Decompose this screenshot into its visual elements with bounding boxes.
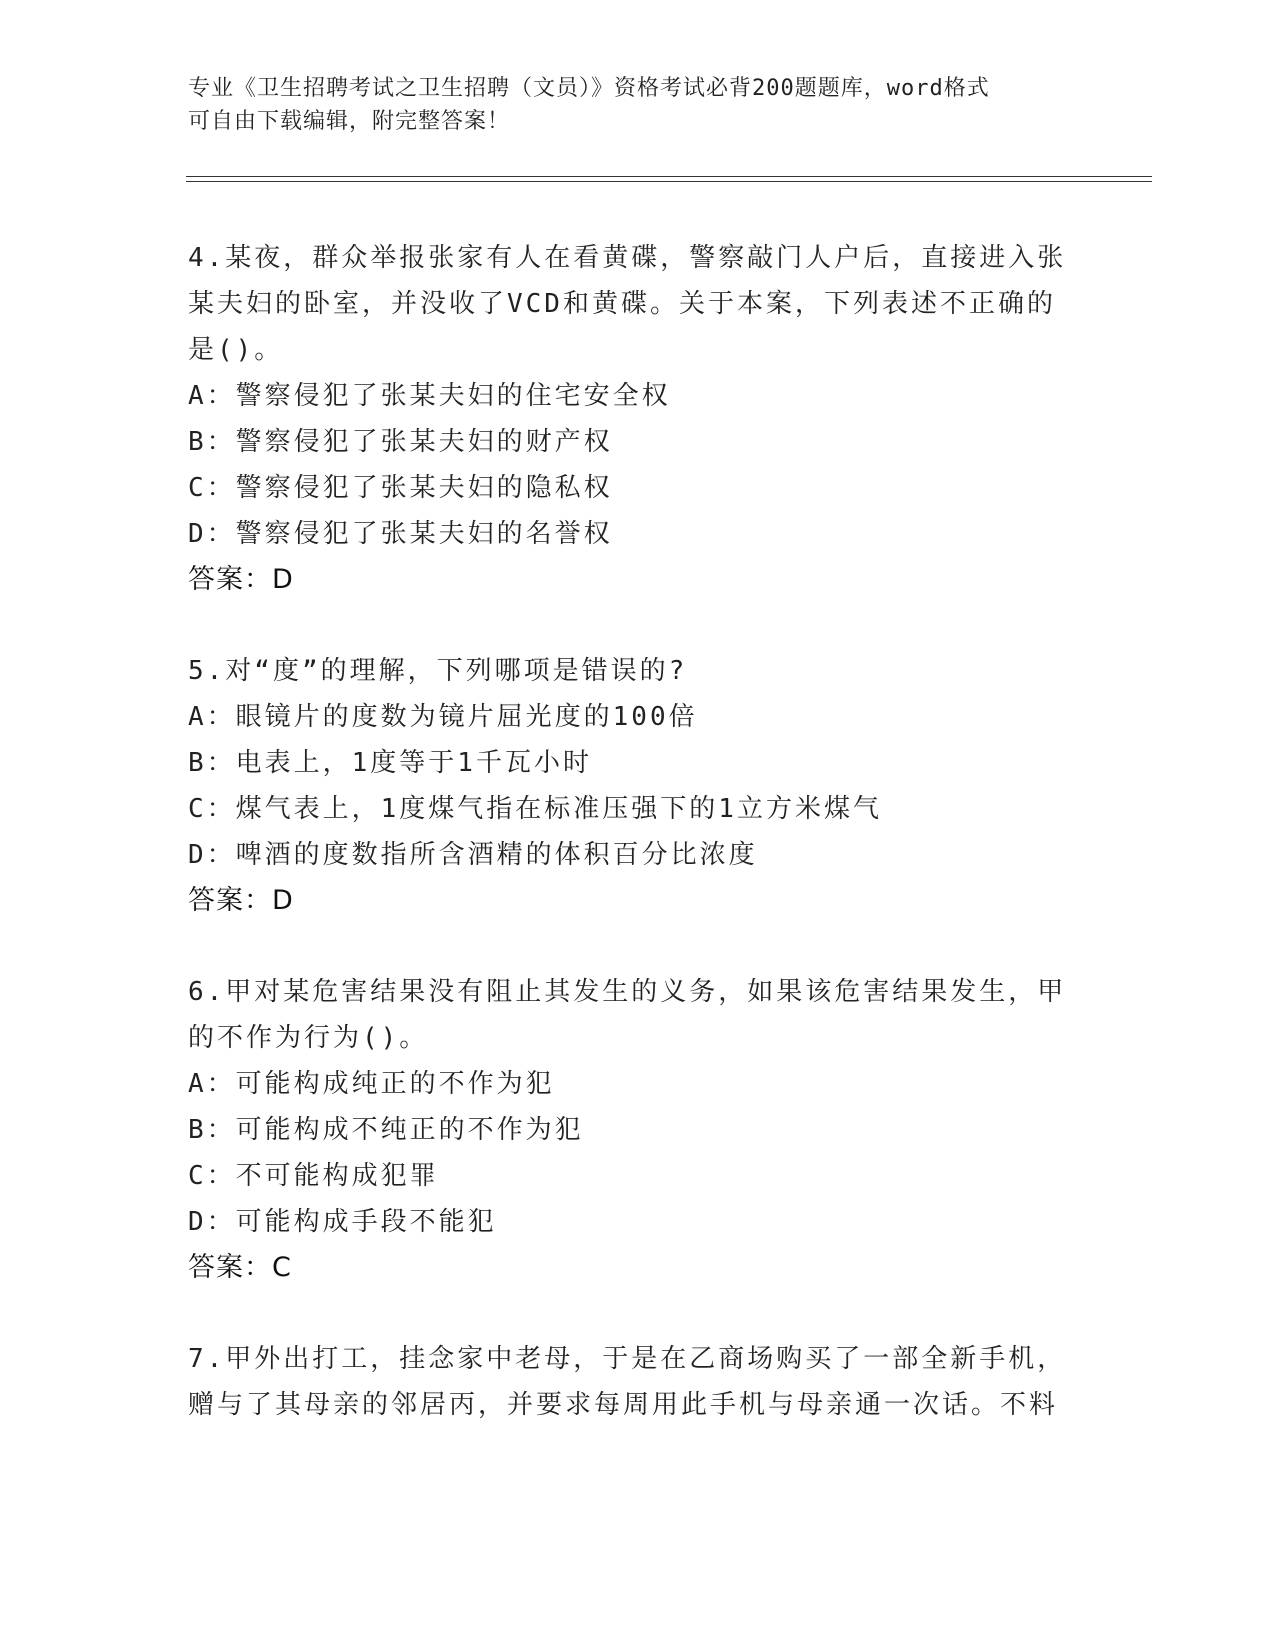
question-stem-line: 7.甲外出打工，挂念家中老母，于是在乙商场购买了一部全新手机， [188, 1344, 1067, 1374]
option-d: D：啤酒的度数指所含酒精的体积百分比浓度 [188, 840, 758, 870]
answer: 答案：D [188, 885, 294, 916]
question-list [188, 235, 1078, 1428]
question-5 [188, 648, 1078, 924]
answer: 答案：D [188, 564, 294, 595]
option-b: B：电表上，1度等于1千瓦小时 [188, 748, 592, 778]
header-title-line-1: 专业《卫生招聘考试之卫生招聘（文员）》资格考试必背200题题库，word格式 [188, 76, 990, 101]
question-7 [188, 1336, 1078, 1428]
option-c: C：不可能构成犯罪 [188, 1161, 439, 1191]
header-title-line-2: 可自由下载编辑，附完整答案！ [188, 109, 511, 134]
question-stem-line: 的不作为行为()。 [188, 1023, 429, 1053]
option-d: D：警察侵犯了张某夫妇的名誉权 [188, 519, 613, 549]
header-divider-bottom [186, 181, 1152, 182]
option-a: A：眼镜片的度数为镜片屈光度的100倍 [188, 702, 698, 732]
answer: 答案：C [188, 1252, 292, 1283]
option-d: D：可能构成手段不能犯 [188, 1207, 497, 1237]
document-header [188, 72, 1068, 138]
question-stem-line: 5.对“度”的理解，下列哪项是错误的? [188, 656, 688, 686]
question-4 [188, 235, 1078, 603]
option-c: C：煤气表上，1度煤气指在标准压强下的1立方米煤气 [188, 794, 882, 824]
header-divider-top [186, 176, 1152, 177]
question-stem-line: 某夫妇的卧室，并没收了VCD和黄碟。关于本案，下列表述不正确的 [188, 289, 1056, 319]
question-stem-line: 4.某夜，群众举报张家有人在看黄碟，警察敲门人户后，直接进入张 [188, 243, 1067, 273]
question-stem-line: 6.甲对某危害结果没有阻止其发生的义务，如果该危害结果发生，甲 [188, 977, 1067, 1007]
option-c: C：警察侵犯了张某夫妇的隐私权 [188, 473, 613, 503]
option-a: A：警察侵犯了张某夫妇的住宅安全权 [188, 381, 671, 411]
question-6 [188, 969, 1078, 1291]
question-stem-line: 赠与了其母亲的邻居丙，并要求每周用此手机与母亲通一次话。不料 [188, 1390, 1059, 1420]
option-b: B：警察侵犯了张某夫妇的财产权 [188, 427, 613, 457]
option-b: B：可能构成不纯正的不作为犯 [188, 1115, 584, 1145]
option-a: A：可能构成纯正的不作为犯 [188, 1069, 555, 1099]
question-stem-line: 是()。 [188, 335, 284, 365]
